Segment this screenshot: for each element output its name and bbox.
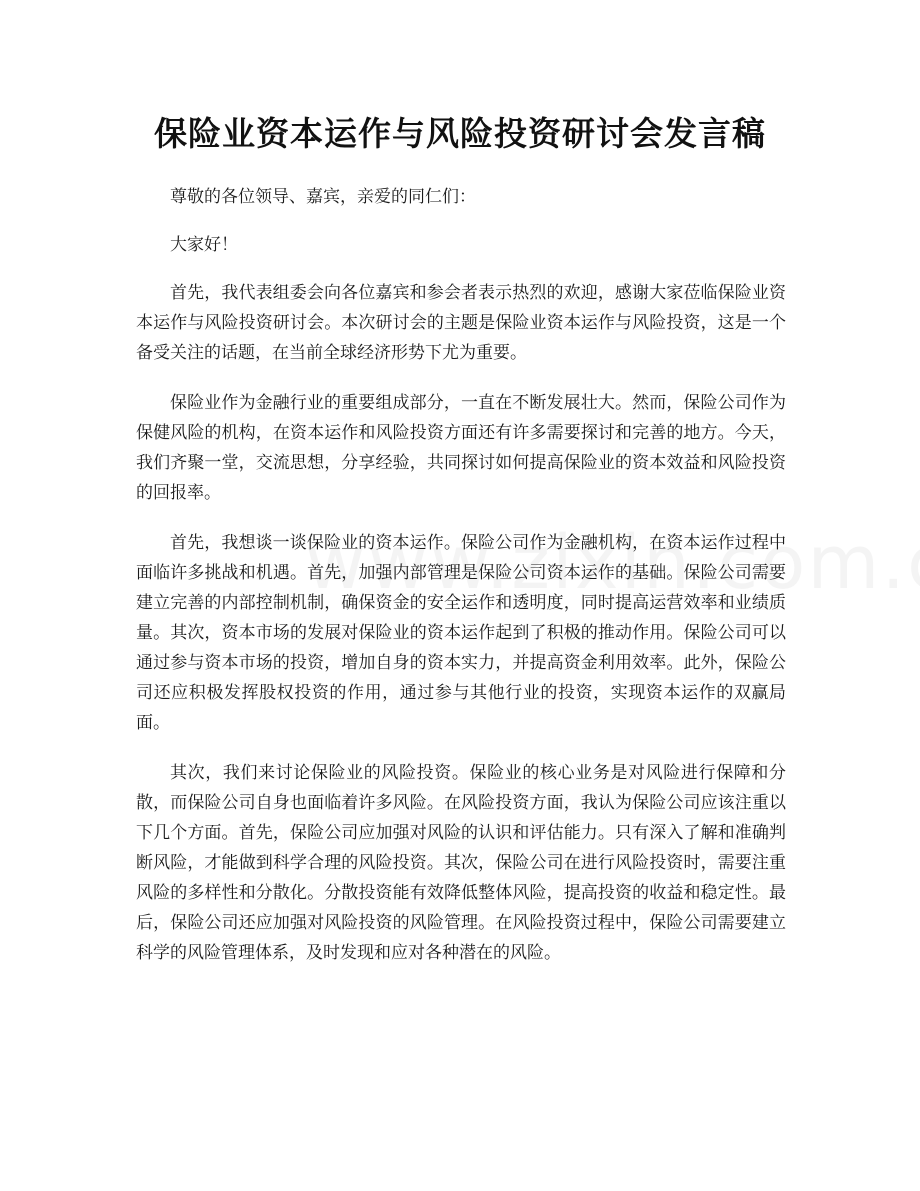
- body-paragraph: 首先，我代表组委会向各位嘉宾和参会者表示热烈的欢迎，感谢大家莅临保险业资本运作与风险投资研讨会。本次研讨会的主题是保险业资本运作与风险投资，这是一个备受关注的话题，在当前全球经济形势下尤为重要。: [136, 283, 786, 363]
- body-paragraph: 其次，我们来讨论保险业的风险投资。保险业的核心业务是对风险进行保障和分散，而保险公司自身也面临着许多风险。在风险投资方面，我认为保险公司应该注重以下几个方面。首先，保险公司应加强对风险的认识和评估能力。只有深入了解和准确判断风险，才能做到科学合理的风险投资。其次，保险公司在进行风险投资时，需要注重风险的多样性和分散化。分散投资能有效降低整体风险，提高投资的收益和稳定性。最后，保险公司还应加强对风险投资的风险管理。在风险投资过程中，保险公司需要建立科学的风险管理体系，及时发现和应对各种潜在的风险。: [136, 763, 786, 963]
- body-paragraph: 首先，我想谈一谈保险业的资本运作。保险公司作为金融机构，在资本运作过程中面临许多挑战和机遇。首先，加强内部管理是保险公司资本运作的基础。保险公司需要建立完善的内部控制机制，确保资金的安全运作和透明度，同时提高运营效率和业绩质量。其次，资本市场的发展对保险业的资本运作起到了积极的推动作用。保险公司可以通过参与资本市场的投资，增加自身的资本实力，并提高资金利用效率。此外，保险公司还应积极发挥股权投资的作用，通过参与其他行业的投资，实现资本运作的双赢局面。: [136, 533, 786, 733]
- document-title: 保险业资本运作与风险投资研讨会发言稿: [154, 114, 766, 153]
- greeting-paragraph: 大家好！: [170, 235, 238, 255]
- salutation-paragraph: 尊敬的各位领导、嘉宾，亲爱的同仁们：: [170, 187, 476, 207]
- body-paragraph: 保险业作为金融行业的重要组成部分，一直在不断发展壮大。然而，保险公司作为保健风险的机构，在资本运作和风险投资方面还有许多需要探讨和完善的地方。今天，我们齐聚一堂，交流思想，分享经验，共同探讨如何提高保险业的资本效益和风险投资的回报率。: [136, 393, 786, 503]
- document-body: [136, 182, 786, 988]
